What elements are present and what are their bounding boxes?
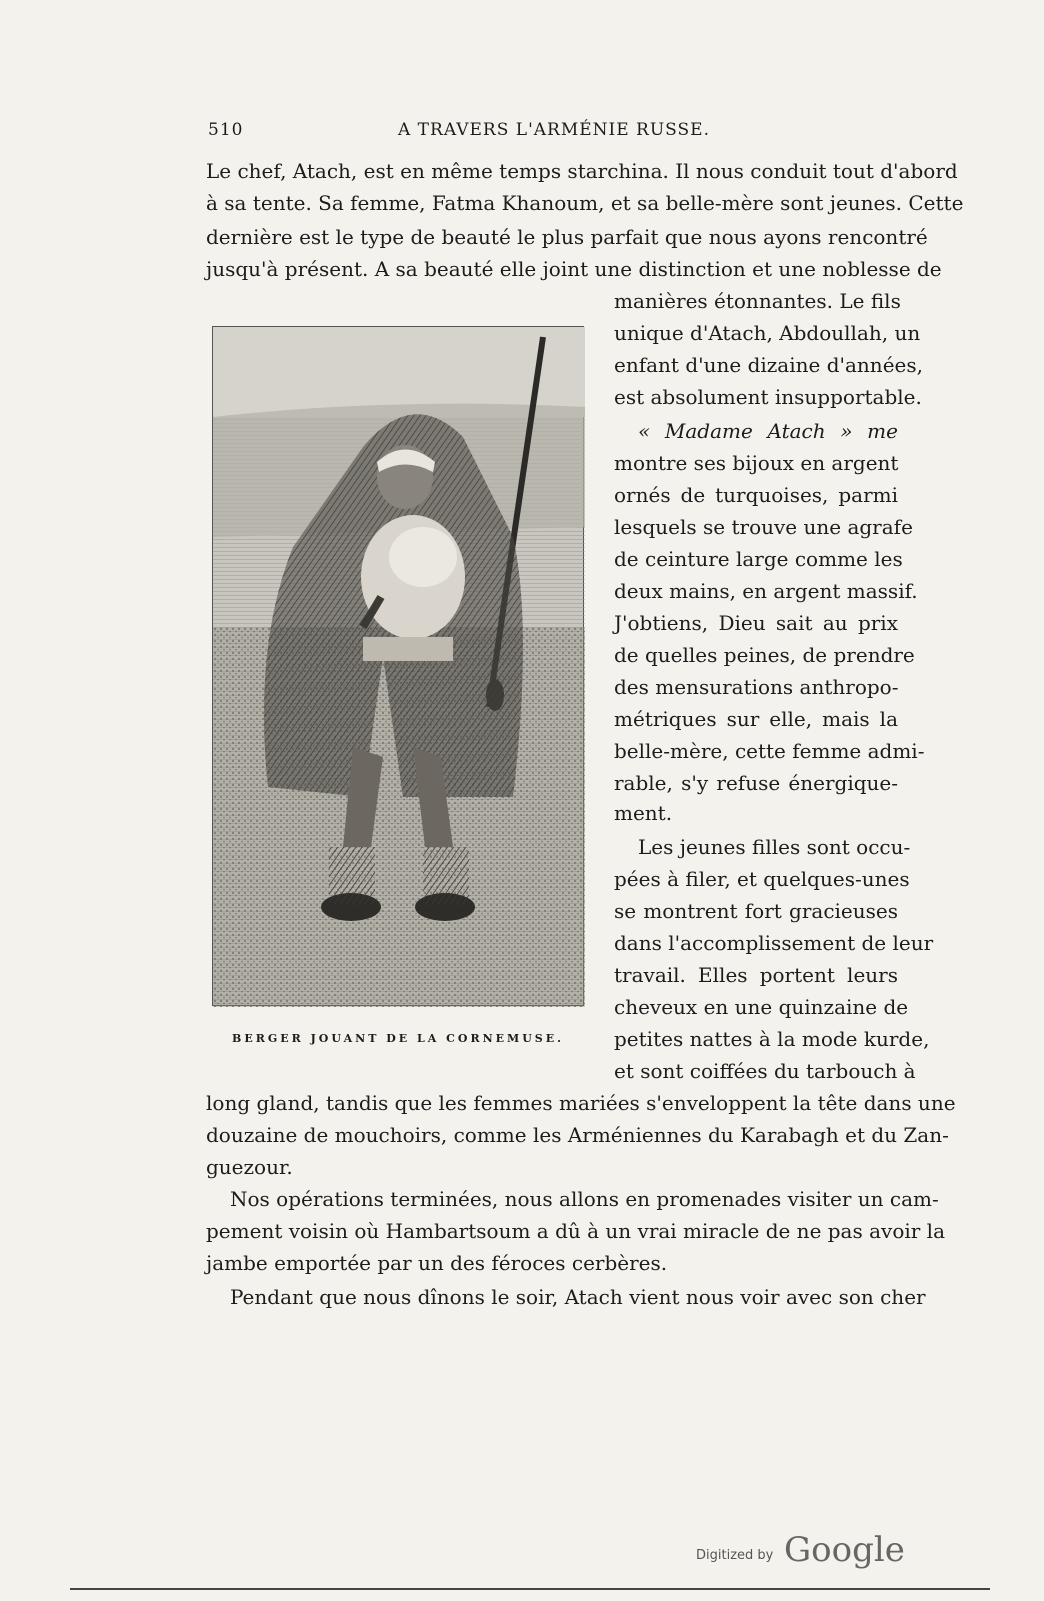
figure-caption: BERGER JOUANT DE LA CORNEMUSE. xyxy=(232,1032,564,1045)
text-line: se montrent fort gracieuses xyxy=(614,899,898,923)
digitized-watermark xyxy=(696,1530,916,1570)
text-line: pement voisin où Hambartsoum a dû à un vrai miracle de ne pas avoir la xyxy=(206,1219,946,1243)
text-line: à sa tente. Sa femme, Fatma Khanoum, et sa belle-mère sont jeunes. Cette xyxy=(206,191,964,215)
text-line: enfant d'une dizaine d'années, xyxy=(614,353,923,377)
text-line: de quelles peines, de prendre xyxy=(614,643,915,667)
text-line: deux mains, en argent massif. xyxy=(614,579,918,603)
digitized-by-text: Digitized by xyxy=(696,1548,774,1563)
page-edge-rule xyxy=(70,1588,990,1590)
running-title: A TRAVERS L'ARMÉNIE RUSSE. xyxy=(398,120,710,140)
page-number: 510 xyxy=(208,120,244,140)
running-header xyxy=(208,120,900,142)
text-line: ornés de turquoises, parmi xyxy=(614,483,898,507)
text-line: pées à filer, et quelques-unes xyxy=(614,867,910,891)
text-line: dans l'accomplissement de leur xyxy=(614,931,934,955)
text-line: de ceinture large comme les xyxy=(614,547,903,571)
engraving-illustration xyxy=(212,326,584,1006)
text-line: montre ses bijoux en argent xyxy=(614,451,899,475)
text-line: unique d'Atach, Abdoullah, un xyxy=(614,321,921,345)
text-line: « Madame Atach » me xyxy=(638,419,898,443)
google-logo: Google xyxy=(784,1530,905,1570)
text-line: jambe emportée par un des féroces cerbères. xyxy=(206,1251,668,1275)
text-line: J'obtiens, Dieu sait au prix xyxy=(614,611,898,635)
text-line: douzaine de mouchoirs, comme les Arméniennes du Karabagh et du Zan- xyxy=(206,1123,949,1147)
text-line: ment. xyxy=(614,801,673,825)
text-line: cheveux en une quinzaine de xyxy=(614,995,909,1019)
text-line: jusqu'à présent. A sa beauté elle joint une distinction et une noblesse de xyxy=(206,257,942,281)
text-line: manières étonnantes. Le fils xyxy=(614,289,901,313)
text-line: travail. Elles portent leurs xyxy=(614,963,898,987)
text-line: Les jeunes filles sont occu- xyxy=(638,835,911,859)
text-line: belle-mère, cette femme admi- xyxy=(614,739,925,763)
text-line: des mensurations anthropo- xyxy=(614,675,899,699)
text-line: Pendant que nous dînons le soir, Atach vient nous voir avec son cher xyxy=(230,1285,926,1309)
text-line: long gland, tandis que les femmes mariées s'enveloppent la tête dans une xyxy=(206,1091,956,1115)
text-line: Nos opérations terminées, nous allons en promenades visiter un cam- xyxy=(230,1187,939,1211)
text-line: Le chef, Atach, est en même temps starchina. Il nous conduit tout d'abord xyxy=(206,159,958,183)
text-line: lesquels se trouve une agrafe xyxy=(614,515,913,539)
text-line: dernière est le type de beauté le plus parfait que nous ayons rencontré xyxy=(206,225,928,249)
text-line: rable, s'y refuse énergique- xyxy=(614,771,898,795)
text-line: petites nattes à la mode kurde, xyxy=(614,1027,930,1051)
text-line: et sont coiffées du tarbouch à xyxy=(614,1059,916,1083)
text-line: est absolument insupportable. xyxy=(614,385,922,409)
text-line: métriques sur elle, mais la xyxy=(614,707,898,731)
text-line: guezour. xyxy=(206,1155,293,1179)
